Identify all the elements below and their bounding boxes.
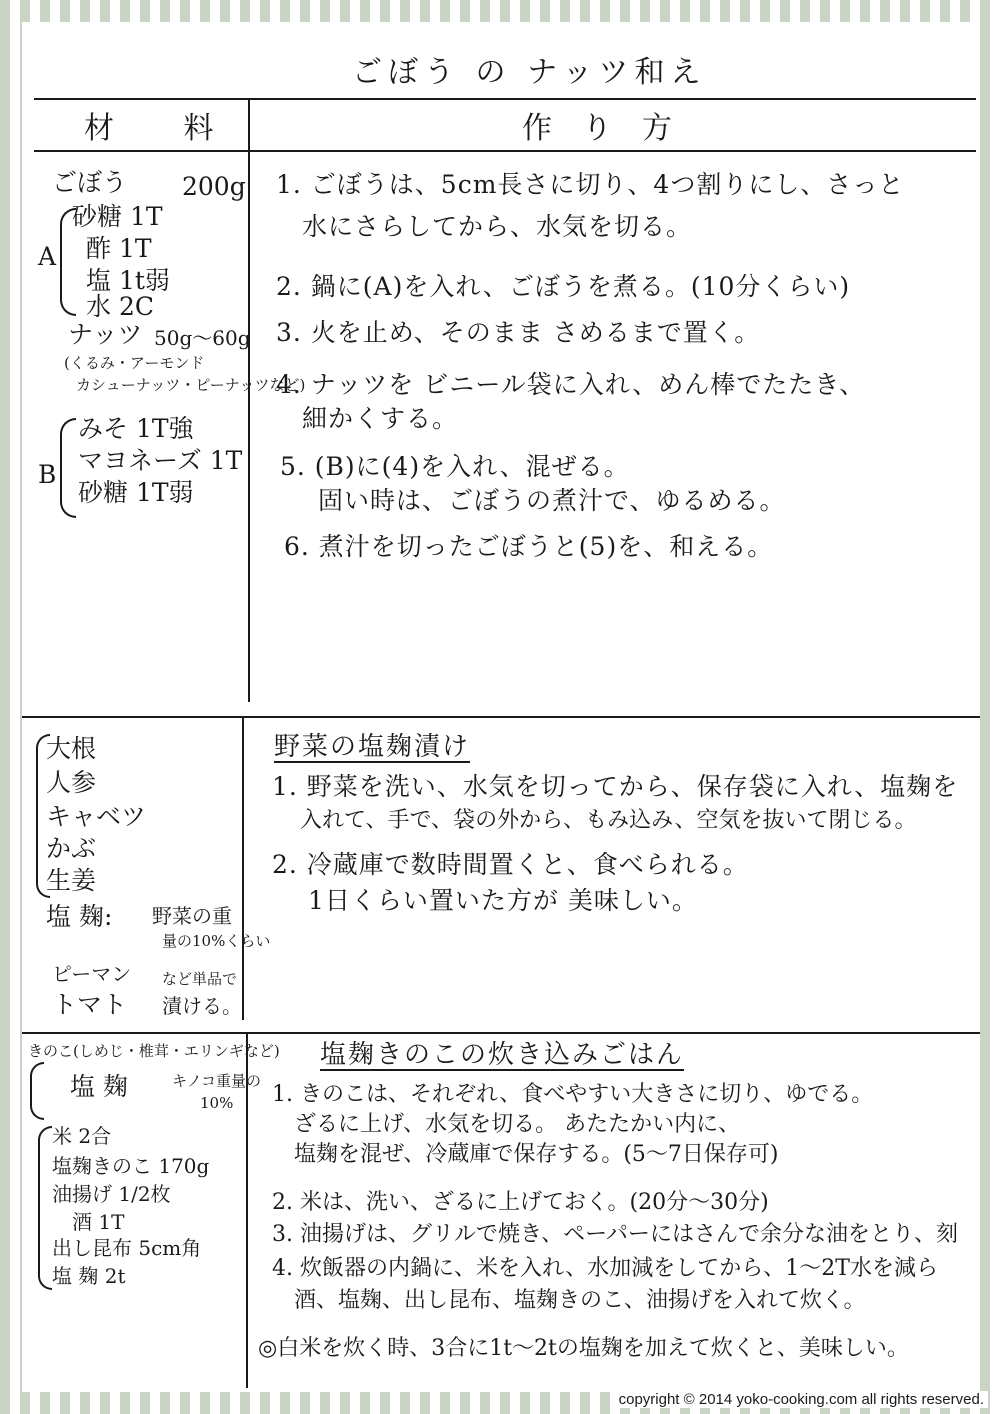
group-a-item: 塩 1t弱 [86, 266, 170, 295]
method-header: 作り方 [522, 111, 702, 146]
recipe2-extra: ピーマン [52, 962, 132, 986]
recipe3-kinoko-brace [30, 1062, 44, 1120]
recipe3-divider [22, 1032, 980, 1034]
group-b-brace [60, 418, 76, 518]
group-b-label: B [38, 460, 57, 489]
recipe1-step: 4. ナッツを ビニール袋に入れ、めん棒でたたき、 [276, 370, 866, 399]
ingredient-nuts: ナッツ [68, 320, 143, 349]
recipe1-title: ごぼう の ナッツ和え [352, 55, 707, 90]
recipe3-step: 酒、塩麹、出し昆布、塩麹きのこ、油揚げを入れて炊く。 [294, 1288, 866, 1313]
recipe3-step: ◎白米を炊く時、3合に1t～2tの塩麹を加えて炊くと、美味しい。 [258, 1336, 909, 1361]
recipe3-step: ざるに上げ、水気を切る。 あたたかい内に、 [294, 1112, 741, 1137]
recipe1-step: 2. 鍋に(A)を入れ、ごぼうを煮る。(10分くらい) [276, 272, 851, 301]
recipe-sheet [22, 22, 980, 1392]
recipe3-kinoko-shiokoji-note: キノコ重量の [172, 1072, 261, 1090]
recipe2-ingredient: 生姜 [46, 866, 97, 895]
header-divider [34, 150, 976, 152]
recipe2-extra-note: など単品で [162, 970, 238, 988]
recipe2-step: 2. 冷蔵庫で数時間置くと、食べられる。 [272, 850, 749, 879]
copyright-notice: copyright © 2014 yoko-cooking.com all rights reserved. [615, 1391, 988, 1408]
group-a-label: A [38, 242, 57, 271]
recipe2-title: 野菜の塩麹漬け [274, 732, 471, 762]
ingredient-gobo: ごぼう [52, 168, 128, 197]
ingredient-gobo-amount: 200g [182, 172, 246, 201]
recipe2-ingredient: 人参 [46, 768, 97, 797]
recipe2-extra: トマト [52, 990, 128, 1019]
column-divider-2 [242, 716, 244, 1020]
column-divider-1 [248, 98, 250, 702]
recipe3-ingredient: 塩 麹 2t [52, 1264, 126, 1288]
group-a-item: 水 2C [86, 292, 154, 321]
recipe3-title: 塩麹きのこの炊き込みごはん [320, 1040, 685, 1070]
recipe3-ingredient: 油揚げ 1/2枚 [52, 1182, 171, 1206]
recipe2-step: 入れて、手で、袋の外から、もみ込み、空気を抜いて閉じる。 [300, 808, 917, 833]
ingredients-header: 材 料 [84, 111, 244, 146]
recipe3-ingredient: 塩麹きのこ 170g [52, 1154, 210, 1178]
recipe3-step: 1. きのこは、それぞれ、食べやすい大きさに切り、ゆでる。 [272, 1082, 874, 1107]
group-a-item: 砂糖 1T [72, 202, 163, 231]
group-b-item: 砂糖 1T弱 [78, 478, 194, 507]
nuts-note: (くるみ・アーモンド [64, 354, 205, 372]
recipe3-ingredient: 出し昆布 5cm角 [52, 1236, 202, 1260]
recipe1-step: 3. 火を止め、そのまま さめるまで置く。 [276, 318, 761, 347]
recipe2-extra-note: 漬ける。 [162, 994, 242, 1018]
recipe3-kinoko-shiokoji-note: 10% [200, 1094, 234, 1112]
recipe3-step: 3. 油揚げは、グリルで焼き、ペーパーにはさんで余分な油をとり、刻 [272, 1222, 959, 1247]
recipe2-ingredient: キャベツ [46, 802, 147, 831]
recipe2-step: 1日くらい置いた方が 美味しい。 [308, 886, 698, 915]
recipe3-kinoko: きのこ(しめじ・椎茸・エリンギなど) [28, 1042, 280, 1060]
recipe2-shiokoji-note: 量の10%くらい [162, 932, 271, 950]
ingredient-nuts-amount: 50g～60g [154, 326, 251, 350]
recipe1-step: 6. 煮汁を切ったごぼうと(5)を、和える。 [284, 532, 774, 561]
recipe3-step: 塩麹を混ぜ、冷蔵庫で保存する。(5～7日保存可) [294, 1142, 779, 1167]
recipe3-step: 2. 米は、洗い、ざるに上げておく。(20分～30分) [272, 1190, 769, 1215]
recipe2-ingredient: かぶ [46, 834, 97, 863]
recipe3-brace [38, 1126, 52, 1290]
recipe2-shiokoji-note: 野菜の重 [152, 904, 232, 928]
recipe1-step: 1. ごぼうは、5cm長さに切り、4つ割りにし、さっと [276, 170, 905, 199]
title-divider [34, 98, 976, 100]
recipe2-ingredient: 大根 [46, 734, 97, 763]
recipe3-step: 4. 炊飯器の内鍋に、米を入れ、水加減をしてから、1～2T水を減ら [272, 1256, 938, 1281]
recipe3-ingredient: 酒 1T [72, 1210, 125, 1234]
recipe2-step: 1. 野菜を洗い、水気を切ってから、保存袋に入れ、塩麹を [272, 772, 959, 801]
recipe1-step: 5. (B)に(4)を入れ、混ぜる。 [280, 452, 630, 481]
recipe3-kinoko-shiokoji: 塩 麹 [70, 1072, 128, 1101]
recipe1-step: 水にさらしてから、水気を切る。 [302, 212, 693, 241]
group-b-item: マヨネーズ 1T [78, 446, 243, 475]
recipe1-step: 細かくする。 [302, 404, 459, 433]
recipe3-ingredient: 米 2合 [52, 1124, 112, 1148]
group-a-item: 酢 1T [86, 234, 152, 263]
recipe2-divider [22, 716, 980, 718]
group-b-item: みそ 1T強 [78, 414, 194, 443]
nuts-note: カシューナッツ・ピーナッツなど) [76, 376, 306, 394]
recipe2-shiokoji: 塩 麹: [46, 902, 113, 931]
recipe1-step: 固い時は、ごぼうの煮汁で、ゆるめる。 [318, 486, 786, 515]
